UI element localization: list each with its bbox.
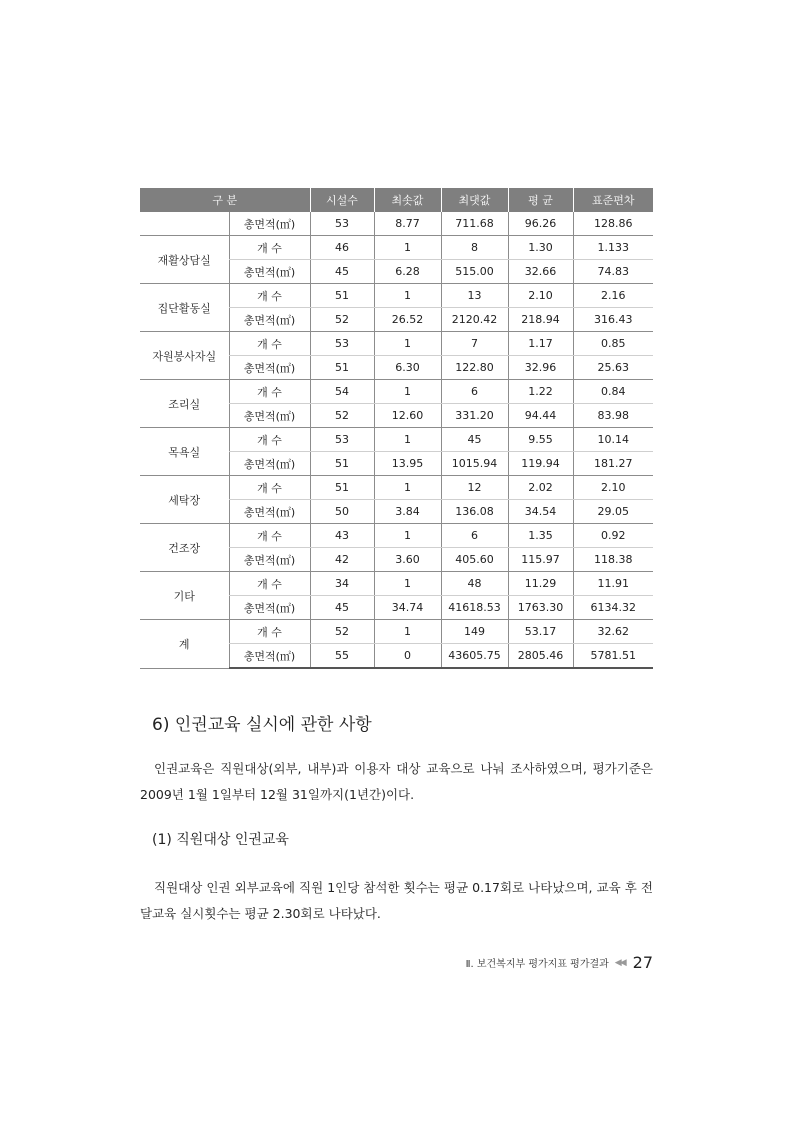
value-cell: 181.27: [573, 452, 653, 476]
table-body: [140, 212, 653, 668]
value-cell: 2.10: [508, 284, 573, 308]
page-number: 27: [632, 953, 653, 972]
section-heading: 6) 인권교육 실시에 관한 사항: [152, 715, 372, 735]
value-cell: 118.38: [573, 548, 653, 572]
value-cell: 0.92: [573, 524, 653, 548]
value-cell: 54: [310, 380, 374, 404]
value-cell: 115.97: [508, 548, 573, 572]
value-cell: 51: [310, 284, 374, 308]
category-cell: [140, 212, 229, 236]
value-cell: 41618.53: [441, 596, 508, 620]
item-cell: 개 수: [229, 572, 310, 596]
header-min: 최솟값: [374, 188, 441, 212]
item-cell: 개 수: [229, 476, 310, 500]
value-cell: 1763.30: [508, 596, 573, 620]
facility-stats-table-wrap: [140, 188, 653, 669]
value-cell: 25.63: [573, 356, 653, 380]
value-cell: 0.85: [573, 332, 653, 356]
table-row: [140, 284, 653, 308]
value-cell: 136.08: [441, 500, 508, 524]
value-cell: 1: [374, 332, 441, 356]
value-cell: 405.60: [441, 548, 508, 572]
item-cell: 총면적(㎡): [229, 452, 310, 476]
value-cell: 6134.32: [573, 596, 653, 620]
double-arrow-left-icon: ◀◀: [614, 957, 625, 968]
item-cell: 총면적(㎡): [229, 644, 310, 669]
value-cell: 8.77: [374, 212, 441, 236]
value-cell: 331.20: [441, 404, 508, 428]
header-count: 시설수: [310, 188, 374, 212]
value-cell: 1: [374, 476, 441, 500]
value-cell: 6: [441, 524, 508, 548]
table-header-row: [140, 188, 653, 212]
value-cell: 12.60: [374, 404, 441, 428]
value-cell: 53.17: [508, 620, 573, 644]
subsection-heading: (1) 직원대상 인권교육: [152, 832, 289, 848]
value-cell: 9.55: [508, 428, 573, 452]
value-cell: 42: [310, 548, 374, 572]
value-cell: 83.98: [573, 404, 653, 428]
value-cell: 8: [441, 236, 508, 260]
value-cell: 515.00: [441, 260, 508, 284]
value-cell: 45: [310, 260, 374, 284]
value-cell: 0.84: [573, 380, 653, 404]
value-cell: 1.30: [508, 236, 573, 260]
value-cell: 53: [310, 212, 374, 236]
value-cell: 0: [374, 644, 441, 669]
category-cell: 재활상담실: [140, 236, 229, 284]
header-max: 최댓값: [441, 188, 508, 212]
value-cell: 55: [310, 644, 374, 669]
table-row: [140, 476, 653, 500]
value-cell: 2.10: [573, 476, 653, 500]
value-cell: 128.86: [573, 212, 653, 236]
value-cell: 26.52: [374, 308, 441, 332]
value-cell: 43605.75: [441, 644, 508, 669]
value-cell: 2805.46: [508, 644, 573, 669]
value-cell: 1: [374, 524, 441, 548]
value-cell: 74.83: [573, 260, 653, 284]
table-row: [140, 332, 653, 356]
table-row: [140, 428, 653, 452]
value-cell: 43: [310, 524, 374, 548]
item-cell: 총면적(㎡): [229, 212, 310, 236]
value-cell: 51: [310, 356, 374, 380]
value-cell: 1: [374, 284, 441, 308]
item-cell: 개 수: [229, 380, 310, 404]
value-cell: 3.84: [374, 500, 441, 524]
value-cell: 6.30: [374, 356, 441, 380]
value-cell: 45: [441, 428, 508, 452]
item-cell: 총면적(㎡): [229, 500, 310, 524]
value-cell: 52: [310, 308, 374, 332]
value-cell: 1.22: [508, 380, 573, 404]
table-row: [140, 620, 653, 644]
category-cell: 기타: [140, 572, 229, 620]
item-cell: 총면적(㎡): [229, 308, 310, 332]
category-cell: 계: [140, 620, 229, 669]
item-cell: 총면적(㎡): [229, 356, 310, 380]
item-cell: 총면적(㎡): [229, 260, 310, 284]
value-cell: 7: [441, 332, 508, 356]
value-cell: 2.16: [573, 284, 653, 308]
category-cell: 건조장: [140, 524, 229, 572]
value-cell: 34: [310, 572, 374, 596]
table-row: [140, 380, 653, 404]
value-cell: 34.74: [374, 596, 441, 620]
value-cell: 48: [441, 572, 508, 596]
value-cell: 218.94: [508, 308, 573, 332]
item-cell: 개 수: [229, 524, 310, 548]
value-cell: 11.29: [508, 572, 573, 596]
value-cell: 11.91: [573, 572, 653, 596]
value-cell: 6: [441, 380, 508, 404]
table-row: [140, 236, 653, 260]
staff-training-paragraph: [140, 875, 653, 927]
category-cell: 세탁장: [140, 476, 229, 524]
item-cell: 총면적(㎡): [229, 548, 310, 572]
value-cell: 53: [310, 332, 374, 356]
value-cell: 32.62: [573, 620, 653, 644]
value-cell: 1015.94: [441, 452, 508, 476]
item-cell: 총면적(㎡): [229, 596, 310, 620]
header-category: 구 분: [140, 188, 310, 212]
value-cell: 711.68: [441, 212, 508, 236]
value-cell: 1: [374, 620, 441, 644]
intro-paragraph: [140, 756, 653, 808]
category-cell: 목욕실: [140, 428, 229, 476]
intro-text: 인권교육은 직원대상(외부, 내부)과 이용자 대상 교육으로 나눠 조사하였으며, 평가기준은 2009년 1월 1일부터 12월 31일까지(1년간)이다.: [140, 761, 653, 802]
value-cell: 119.94: [508, 452, 573, 476]
value-cell: 46: [310, 236, 374, 260]
value-cell: 52: [310, 620, 374, 644]
value-cell: 45: [310, 596, 374, 620]
value-cell: 13.95: [374, 452, 441, 476]
category-cell: 조리실: [140, 380, 229, 428]
table-row: [140, 212, 653, 236]
value-cell: 10.14: [573, 428, 653, 452]
value-cell: 52: [310, 404, 374, 428]
value-cell: 51: [310, 452, 374, 476]
value-cell: 1: [374, 428, 441, 452]
page-footer: [466, 953, 653, 972]
value-cell: 2.02: [508, 476, 573, 500]
item-cell: 개 수: [229, 332, 310, 356]
value-cell: 32.66: [508, 260, 573, 284]
value-cell: 122.80: [441, 356, 508, 380]
value-cell: 1.17: [508, 332, 573, 356]
item-cell: 총면적(㎡): [229, 404, 310, 428]
header-stddev: 표준편차: [573, 188, 653, 212]
value-cell: 12: [441, 476, 508, 500]
value-cell: 32.96: [508, 356, 573, 380]
value-cell: 1: [374, 380, 441, 404]
value-cell: 94.44: [508, 404, 573, 428]
table-row: [140, 572, 653, 596]
value-cell: 149: [441, 620, 508, 644]
value-cell: 2120.42: [441, 308, 508, 332]
item-cell: 개 수: [229, 236, 310, 260]
value-cell: 6.28: [374, 260, 441, 284]
facility-stats-table: [140, 188, 653, 669]
item-cell: 개 수: [229, 620, 310, 644]
value-cell: 53: [310, 428, 374, 452]
header-mean: 평 균: [508, 188, 573, 212]
value-cell: 5781.51: [573, 644, 653, 669]
category-cell: 집단활동실: [140, 284, 229, 332]
value-cell: 96.26: [508, 212, 573, 236]
value-cell: 29.05: [573, 500, 653, 524]
value-cell: 316.43: [573, 308, 653, 332]
table-row: [140, 524, 653, 548]
value-cell: 13: [441, 284, 508, 308]
value-cell: 50: [310, 500, 374, 524]
value-cell: 3.60: [374, 548, 441, 572]
value-cell: 34.54: [508, 500, 573, 524]
category-cell: 자원봉사자실: [140, 332, 229, 380]
value-cell: 1.35: [508, 524, 573, 548]
footer-chapter: Ⅱ. 보건복지부 평가지표 평가결과: [465, 959, 609, 970]
item-cell: 개 수: [229, 428, 310, 452]
staff-training-text: 직원대상 인권 외부교육에 직원 1인당 참석한 횟수는 평균 0.17회로 나타났으며, 교육 후 전달교육 실시횟수는 평균 2.30회로 나타났다.: [140, 880, 653, 921]
value-cell: 1: [374, 572, 441, 596]
value-cell: 1.133: [573, 236, 653, 260]
value-cell: 51: [310, 476, 374, 500]
value-cell: 1: [374, 236, 441, 260]
item-cell: 개 수: [229, 284, 310, 308]
